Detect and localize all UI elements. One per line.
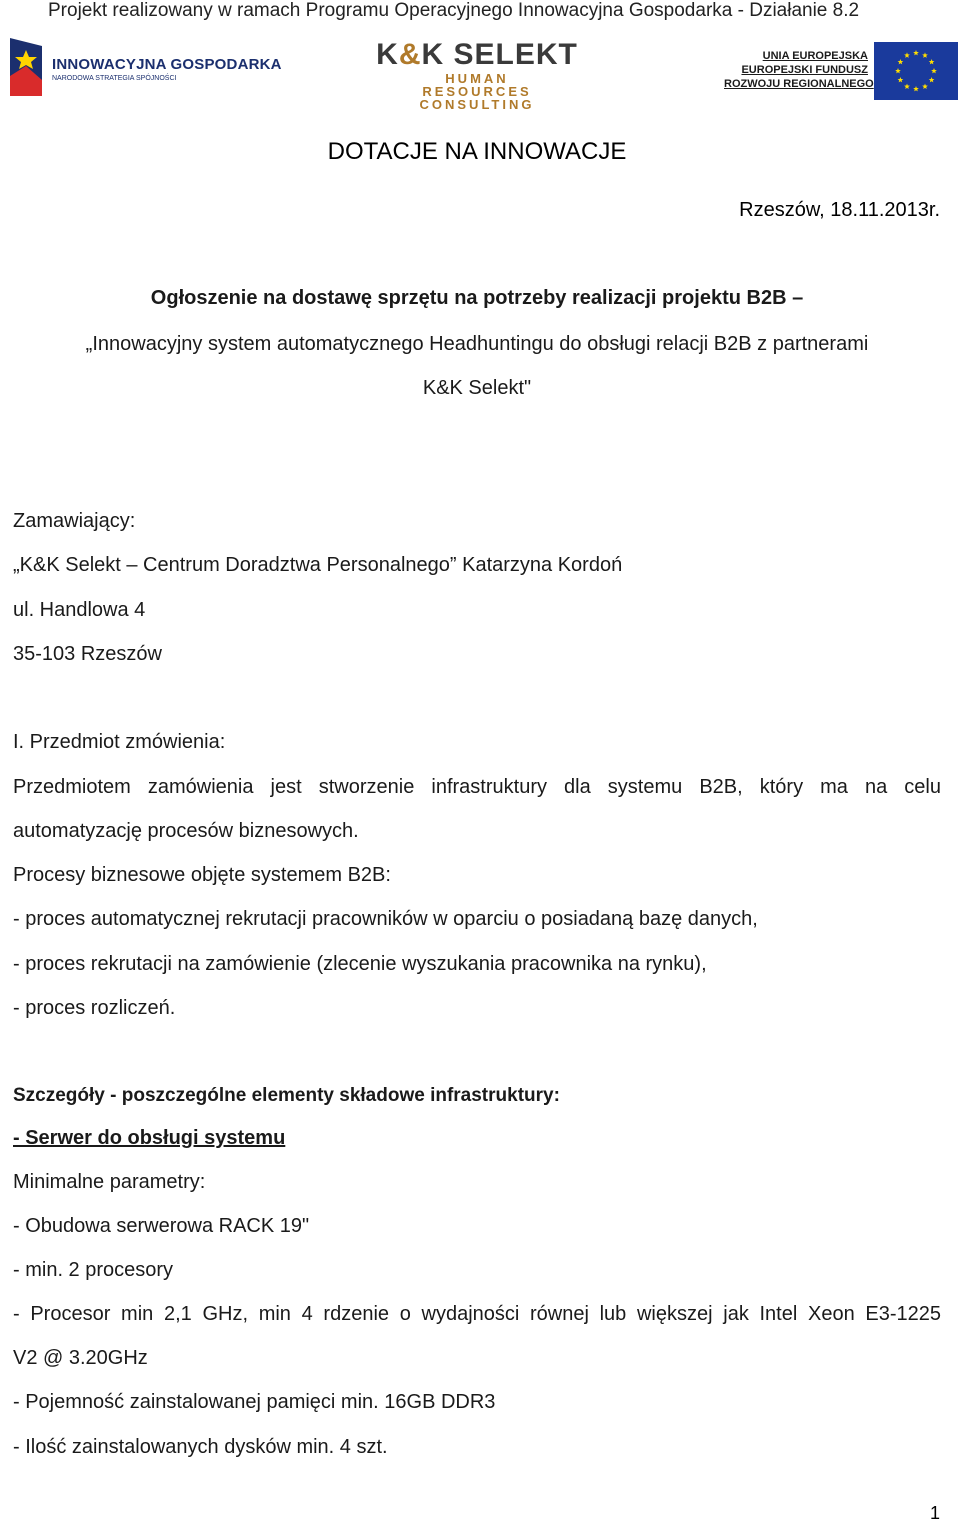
ordering-party-city: 35-103 Rzeszów (13, 643, 162, 665)
ordering-party-street: ul. Handlowa 4 (13, 599, 146, 621)
program-note: Projekt realizowany w ramach Programu Operacyjnego Innowacyjna Gospodarka - Działanie 8.2 (48, 0, 860, 21)
param-item: - Ilość zainstalowanych dysków min. 4 szt. (13, 1436, 388, 1458)
subject-heading: I. Przedmiot zmówienia: (13, 731, 226, 753)
announcement-line-2: „Innowacyjny system automatycznego Headhuntingu do obsługi relacji B2B z partnerami (85, 333, 869, 355)
document-title: DOTACJE NA INNOWACJE (327, 138, 627, 165)
kk-logo-sub-consulting: CONSULTING (419, 97, 535, 112)
server-heading: - Serwer do obsługi systemu (13, 1127, 286, 1149)
param-item: - Obudowa serwerowa RACK 19" (13, 1215, 310, 1237)
eu-line-1: UNIA EUROPEJSKA (762, 50, 868, 62)
eu-line-3: ROZWOJU REGIONALNEGO (724, 78, 874, 90)
kk-logo-name: K&K SELEKT (376, 38, 578, 71)
kk-selekt-logo (372, 38, 582, 120)
param-item: - min. 2 procesory (13, 1259, 174, 1281)
ig-logo-tagline: NARODOWA STRATEGIA SPÓJNOŚCI (52, 75, 177, 82)
ordering-party-name: „K&K Selekt – Centrum Doradztwa Personalnego” Katarzyna Kordoń (13, 554, 623, 576)
subject-paragraph-line-1: Przedmiotem zamówienia jest stworzenie infrastruktury dla systemu B2B, który ma na celu (13, 776, 941, 798)
ordering-party-label: Zamawiający: (13, 510, 136, 532)
process-item: - proces automatycznej rekrutacji pracowników w oparciu o posiadaną bazę danych, (13, 908, 758, 930)
kk-logo-sub-human: HUMAN (445, 71, 509, 86)
kk-logo-sub-resources: RESOURCES (422, 84, 532, 99)
document-date: Rzeszów, 18.11.2013r. (739, 199, 940, 221)
param-item: - Pojemność zainstalowanej pamięci min. 16GB DDR3 (13, 1391, 496, 1413)
eu-flag-icon (874, 42, 958, 100)
param-item: - Procesor min 2,1 GHz, min 4 rdzenie o wydajności równej lub większej jak Intel Xeon E3-1225 (13, 1303, 941, 1325)
ig-mark-icon (6, 36, 46, 98)
processes-intro: Procesy biznesowe objęte systemem B2B: (13, 864, 391, 886)
page-number: 1 (929, 1503, 940, 1523)
announcement-line-3: K&K Selekt" (422, 377, 532, 399)
details-heading: Szczegóły - poszczególne elementy składowe infrastruktury: (13, 1085, 560, 1106)
innowacyjna-gospodarka-logo (6, 36, 282, 100)
process-item: - proces rozliczeń. (13, 997, 176, 1019)
eu-fund-logo (724, 42, 958, 100)
subject-paragraph-line-2: automatyzację procesów biznesowych. (13, 820, 359, 842)
announcement-line-1: Ogłoszenie na dostawę sprzętu na potrzeby realizacji projektu B2B – (150, 287, 804, 309)
param-item: V2 @ 3.20GHz (13, 1347, 148, 1369)
ig-logo-name: INNOWACYJNA GOSPODARKA (52, 56, 282, 73)
eu-line-2: EUROPEJSKI FUNDUSZ (741, 64, 868, 76)
min-params-label: Minimalne parametry: (13, 1171, 206, 1193)
process-item: - proces rekrutacji na zamówienie (zlecenie wyszukania pracownika na rynku), (13, 953, 707, 975)
